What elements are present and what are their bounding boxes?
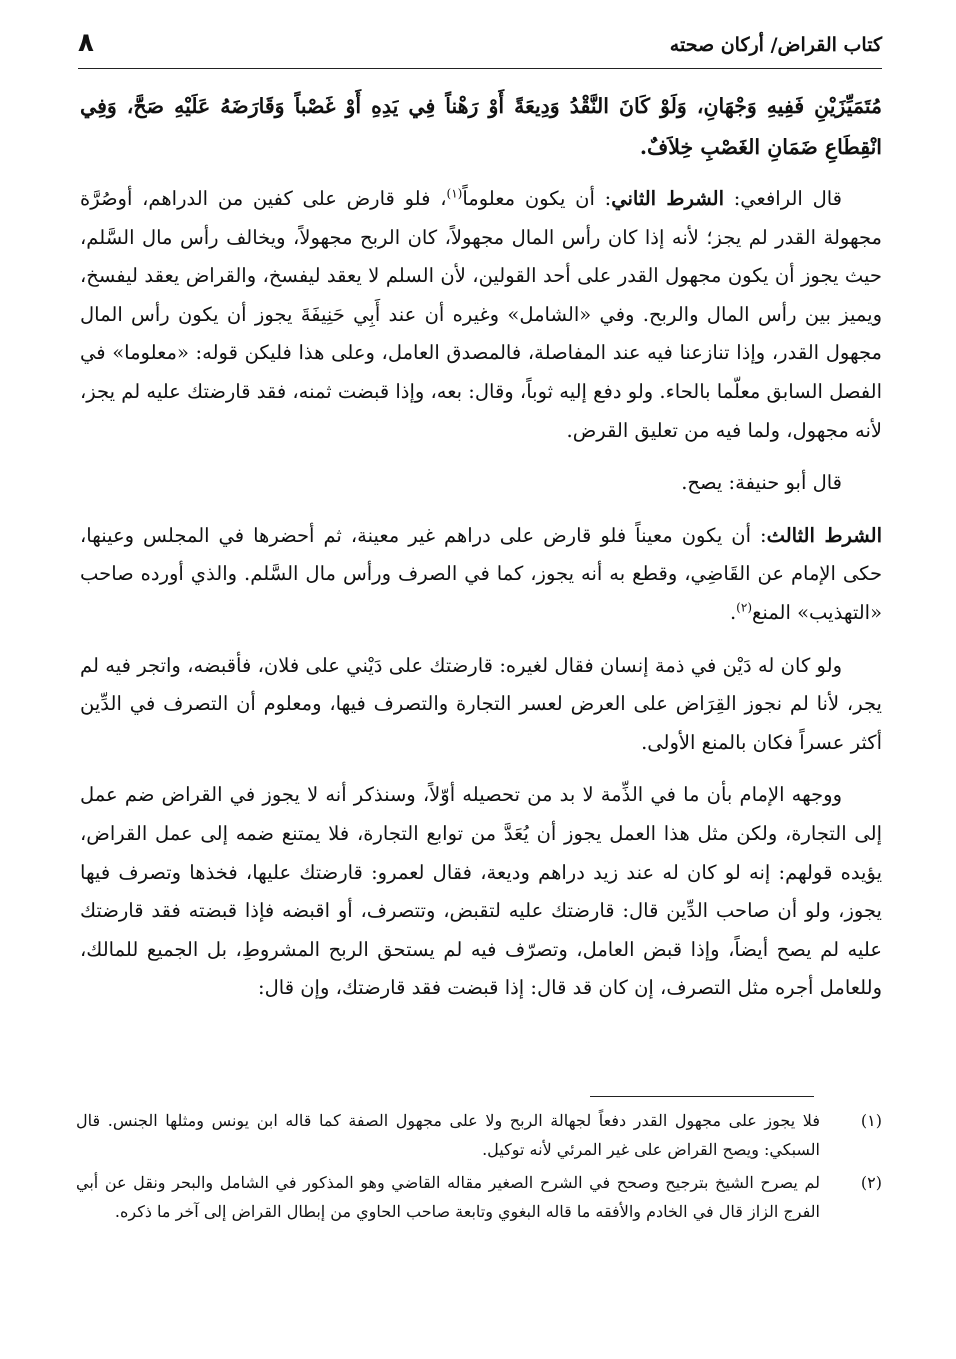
matn-text: مُتَمَيِّزَيْنِ فَفِيهِ وَجْهَانِ، وَلَوْ كَانَ النَّقْدُ وَدِيعَةً أَوْ رَهْناً فِي يَدِهِ أَوْ غَصْباً وَقَارَضَهُ عَلَيْهِ صَحَّ، وَفِي انْقِطَاعِ ضَمَانِ الغَصْبِ خِلاَفٌ. bbox=[80, 94, 882, 159]
footnote-ref[interactable]: (٢) bbox=[736, 600, 752, 615]
paragraph-prefix: قال الرافعي: bbox=[723, 187, 842, 210]
footnote-item bbox=[76, 1106, 882, 1164]
footnote-text: فلا يجوز على مجهول القدر دفعاً لجهالة الربح ولا على مجهول الصفة كما قاله ابن يونس ومثلها الجنس. قال السبكي: ويصح القراض على غير المرئي لأنه توكيل. bbox=[76, 1111, 820, 1159]
footnote-number: (٢) bbox=[860, 1173, 882, 1192]
paragraph-abu-hanifa: قال أبو حنيفة: يصح. bbox=[681, 471, 842, 495]
footnote-text: لم يصرح الشيخ بترجيح وصحح في الشرح الصغير مقاله القاضي وهو المذكور في الشامل والبحر ونقل عن أبي الفرج الزاز قال في الخادم والأفقه ما قاله البغوي وتابعة صاحب الحاوي من إبطال القراض إلى آخر ما ذكره. bbox=[76, 1173, 820, 1221]
footnote-ref[interactable]: (١) bbox=[446, 186, 463, 201]
footnote-item bbox=[76, 1168, 882, 1226]
paragraph-condition-three bbox=[80, 517, 882, 633]
paragraph-text-rest: . bbox=[729, 600, 737, 624]
footnote-divider bbox=[590, 1096, 814, 1097]
condition-heading: الشرط الثاني bbox=[611, 187, 724, 210]
main-text bbox=[80, 86, 882, 1022]
paragraph-imam: ووجهه الإمام بأن ما في الذِّمة لا بد من تحصيله أوّلاً، وسنذكر أنه لا يجوز في القراض ضم عمل إلى التجارة، ولكن مثل هذا العمل يجوز أن يُعَدَّ من توابع التجارة، فلا يمتنع ضمه إلى عمل القراض، يؤيده قولهم: إنه لو كان له عند زيد دراهم وديعة، فقال لعمرو: قارضتك عليها، فخذها وتصرف فيها يجوز، ولو أن صاحب الدِّين قال: قارضتك عليه لتقبض، وتتصرف، أو اقبضه فإذا قبضته فقد قارضتك عليه لم يصح أيضاً، وإذا قبض العامل، وتصرّف فيه لم يستحق الربح المشروطِ، بل الجميع للمالك، وللعامل أجره مثل التصرف، إن كان قد قال: إذا قبضت فقد قارضتك، وإن قال: bbox=[80, 783, 882, 1000]
condition-heading: الشرط الثالث bbox=[766, 523, 882, 547]
paragraph-text-rest: ، فلو قارض على كفين من الدراهم، أوصُرَّة مجهولة القدر لم يجز؛ لأنه إذا كان رأس المال مجهولاً، كان الربح مجهولاً، ويخالف رأس مال السَّلم، حيث يجوز أن يكون مجهول القدر على أحد القولين، لأن السلم لا يعقد ليفسخ، والقراض يعقد ليفسخ، ويميز بين رأس المال والربح. وفي «الشامل» وغيره أن عند أَبِي حَنِيفَةَ يجوز أن يكون رأس المال مجهول القدر، وإذا تنازعنا فيه عند المفاصلة، فالمصدق العامل، وعلى هذا فليكن قوله: «معلوما» في الفصل السابق معلّما بالحاء. ولو دفع إليه ثوباً، وقال: بعه، وإذا قبضت ثمنه، فقد قارضتك عليه لم يجز، لأنه مجهول، ولما فيه من تعليق القرض. bbox=[80, 187, 882, 442]
running-title: كتاب القراض/ أركان صحته bbox=[669, 34, 882, 56]
paragraph-text: : أن يكون معيناً فلو قارض على دراهم غير معينة، ثم أحضرها في المجلس وعينها، حكى الإمام عن القَاضِي، وقطع به أنه يجوز، كما في الصرف ورأس مال السَّلم. والذي أورده صاحب «التهذيب» المنع bbox=[80, 523, 882, 624]
page-header bbox=[78, 28, 882, 69]
paragraph-debt: ولو كان له دَيْن في ذمة إنسان فقال لغيره: قارضتك على دَيْني على فلان، فأقبضه، واتجر فيه لم يجر، لأنا لم نجوز القِرَاض على العرض لعسر التجارة والتصرف فيها، ومعلوم أن التصرف في الدِّين أكثر عسراً فكان بالمنع الأولى. bbox=[80, 653, 882, 754]
footnote-number: (١) bbox=[860, 1111, 882, 1130]
paragraph-text: : أن يكون معلوماً bbox=[462, 187, 612, 210]
page-number: ٨ bbox=[78, 28, 94, 58]
paragraph-condition-two bbox=[80, 180, 882, 450]
footnotes bbox=[76, 1106, 882, 1230]
